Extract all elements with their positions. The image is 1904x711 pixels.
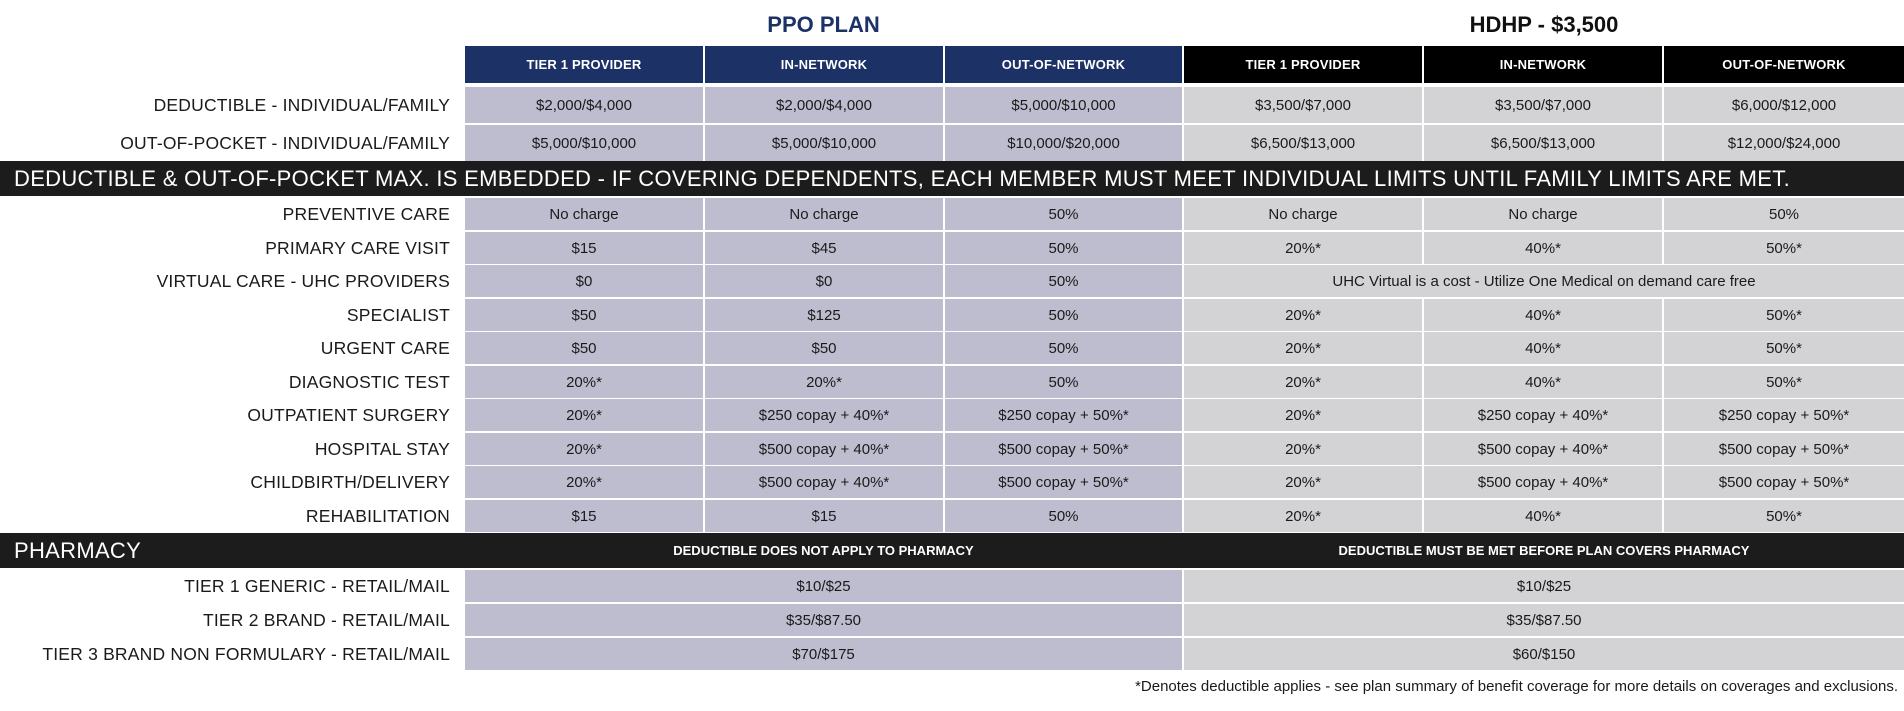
table-cell: $12,000/$24,000 (1664, 125, 1904, 161)
table-cell: 50% (945, 198, 1182, 230)
table-cell: 20%* (465, 433, 703, 465)
table-cell: $5,000/$10,000 (945, 87, 1182, 123)
table-cell: $500 copay + 40%* (705, 433, 943, 465)
table-cell: 40%* (1424, 299, 1662, 331)
row-label-tier-1-generic-retail-mail: TIER 1 GENERIC - RETAIL/MAIL (184, 575, 450, 596)
row-label-virtual-care-uhc-providers: VIRTUAL CARE - UHC PROVIDERS (156, 270, 450, 291)
table-cell: 20%* (1184, 332, 1422, 364)
table-cell: 50%* (1664, 366, 1904, 398)
hdhp-pharmacy-cell: $60/$150 (1184, 638, 1904, 670)
table-cell: $500 copay + 50%* (1664, 433, 1904, 465)
table-cell: 50% (1664, 198, 1904, 230)
table-cell: $15 (705, 500, 943, 532)
row-label-hospital-stay: HOSPITAL STAY (314, 438, 450, 459)
table-cell: $50 (465, 332, 703, 364)
table-cell: No charge (1424, 198, 1662, 230)
table-cell: 40%* (1424, 232, 1662, 264)
table-cell: 20%* (1184, 466, 1422, 498)
row-label-childbirth-delivery: CHILDBIRTH/DELIVERY (250, 471, 450, 492)
hdhp-pharmacy-cell: $10/$25 (1184, 570, 1904, 602)
hdhp-pharmacy-cell: $35/$87.50 (1184, 604, 1904, 636)
ppo-column-header: TIER 1 PROVIDER (465, 46, 703, 83)
table-cell: No charge (465, 198, 703, 230)
table-cell: 50% (945, 265, 1182, 297)
table-cell: $5,000/$10,000 (465, 125, 703, 161)
hdhp-column-header: IN-NETWORK (1424, 46, 1662, 83)
row-label-preventive-care: PREVENTIVE CARE (282, 203, 450, 224)
table-cell: $45 (705, 232, 943, 264)
pharmacy-banner (0, 533, 1904, 568)
table-cell: $2,000/$4,000 (705, 87, 943, 123)
footnote: *Denotes deductible applies - see plan summary of benefit coverage for more details on coverages and exclusions. (1135, 677, 1898, 695)
table-cell: 40%* (1424, 332, 1662, 364)
table-cell: $125 (705, 299, 943, 331)
ppo-pharmacy-cell: $35/$87.50 (465, 604, 1182, 636)
table-cell: $0 (465, 265, 703, 297)
table-cell: 20%* (465, 466, 703, 498)
hdhp-plan-title: HDHP - $3,500 (1469, 12, 1619, 37)
table-cell: No charge (1184, 198, 1422, 230)
table-cell: 20%* (1184, 500, 1422, 532)
row-label-rehabilitation: REHABILITATION (305, 505, 450, 526)
table-cell: $500 copay + 50%* (1664, 466, 1904, 498)
table-cell: $250 copay + 50%* (1664, 399, 1904, 431)
table-cell: 20%* (465, 399, 703, 431)
row-label-tier-2-brand-retail-mail: TIER 2 BRAND - RETAIL/MAIL (202, 609, 450, 630)
table-cell: 20%* (1184, 366, 1422, 398)
table-cell: 20%* (1184, 433, 1422, 465)
table-cell: $2,000/$4,000 (465, 87, 703, 123)
table-cell: 50% (945, 332, 1182, 364)
table-cell: 50%* (1664, 332, 1904, 364)
table-cell: $6,500/$13,000 (1424, 125, 1662, 161)
table-cell: $50 (465, 299, 703, 331)
ppo-pharmacy-cell: $70/$175 (465, 638, 1182, 670)
table-cell: $500 copay + 40%* (1424, 433, 1662, 465)
embedded-deductible-banner: DEDUCTIBLE & OUT-OF-POCKET MAX. IS EMBEDDED - IF COVERING DEPENDENTS, EACH MEMBER MUST MEET INDIVIDUAL LIMITS UNTIL FAMILY LIMITS ARE MET. (0, 161, 1904, 196)
ppo-column-header: IN-NETWORK (705, 46, 943, 83)
table-cell: 20%* (1184, 399, 1422, 431)
table-cell: 20%* (1184, 232, 1422, 264)
row-label-diagnostic-test: DIAGNOSTIC TEST (288, 371, 450, 392)
pharmacy-heading: PHARMACY (14, 537, 142, 563)
table-cell: 50% (945, 500, 1182, 532)
table-cell: 20%* (465, 366, 703, 398)
table-cell: $15 (465, 500, 703, 532)
table-cell: 50% (945, 366, 1182, 398)
table-cell: $250 copay + 40%* (705, 399, 943, 431)
table-cell: 50%* (1664, 232, 1904, 264)
table-cell: $6,000/$12,000 (1664, 87, 1904, 123)
row-label-tier-3-brand-non-formulary-retail-mail: TIER 3 BRAND NON FORMULARY - RETAIL/MAIL (42, 643, 450, 664)
table-cell: 50%* (1664, 500, 1904, 532)
table-cell: $500 copay + 50%* (945, 466, 1182, 498)
table-cell: $6,500/$13,000 (1184, 125, 1422, 161)
table-cell: $250 copay + 50%* (945, 399, 1182, 431)
ppo-column-header: OUT-OF-NETWORK (945, 46, 1182, 83)
table-cell: $5,000/$10,000 (705, 125, 943, 161)
table-cell: 20%* (1184, 299, 1422, 331)
merged-table-cell: UHC Virtual is a cost - Utilize One Medical on demand care free (1184, 265, 1904, 297)
table-cell: 20%* (705, 366, 943, 398)
table-cell: 40%* (1424, 500, 1662, 532)
table-cell: No charge (705, 198, 943, 230)
table-cell: 50% (945, 232, 1182, 264)
ppo-pharmacy-cell: $10/$25 (465, 570, 1182, 602)
table-cell: $3,500/$7,000 (1424, 87, 1662, 123)
row-label-outpatient-surgery: OUTPATIENT SURGERY (247, 404, 450, 425)
table-cell: $250 copay + 40%* (1424, 399, 1662, 431)
table-cell: $10,000/$20,000 (945, 125, 1182, 161)
row-label-urgent-care: URGENT CARE (320, 337, 450, 358)
ppo-plan-title: PPO PLAN (767, 12, 880, 37)
table-cell: $15 (465, 232, 703, 264)
row-label-specialist: SPECIALIST (346, 304, 450, 325)
row-label-deductible-individual-family: DEDUCTIBLE - INDIVIDUAL/FAMILY (153, 94, 450, 115)
table-cell: $50 (705, 332, 943, 364)
row-label-out-of-pocket-individual-family: OUT-OF-POCKET - INDIVIDUAL/FAMILY (120, 132, 450, 153)
table-cell: 40%* (1424, 366, 1662, 398)
row-label-primary-care-visit: PRIMARY CARE VISIT (265, 237, 450, 258)
hdhp-column-header: TIER 1 PROVIDER (1184, 46, 1422, 83)
table-cell: $500 copay + 40%* (1424, 466, 1662, 498)
table-cell: 50%* (1664, 299, 1904, 331)
hdhp-pharmacy-note: DEDUCTIBLE MUST BE MET BEFORE PLAN COVERS PHARMACY (1338, 543, 1750, 558)
table-cell: 50% (945, 299, 1182, 331)
ppo-pharmacy-note: DEDUCTIBLE DOES NOT APPLY TO PHARMACY (673, 543, 974, 558)
table-cell: $500 copay + 50%* (945, 433, 1182, 465)
table-cell: $0 (705, 265, 943, 297)
hdhp-column-header: OUT-OF-NETWORK (1664, 46, 1904, 83)
table-cell: $500 copay + 40%* (705, 466, 943, 498)
table-cell: $3,500/$7,000 (1184, 87, 1422, 123)
